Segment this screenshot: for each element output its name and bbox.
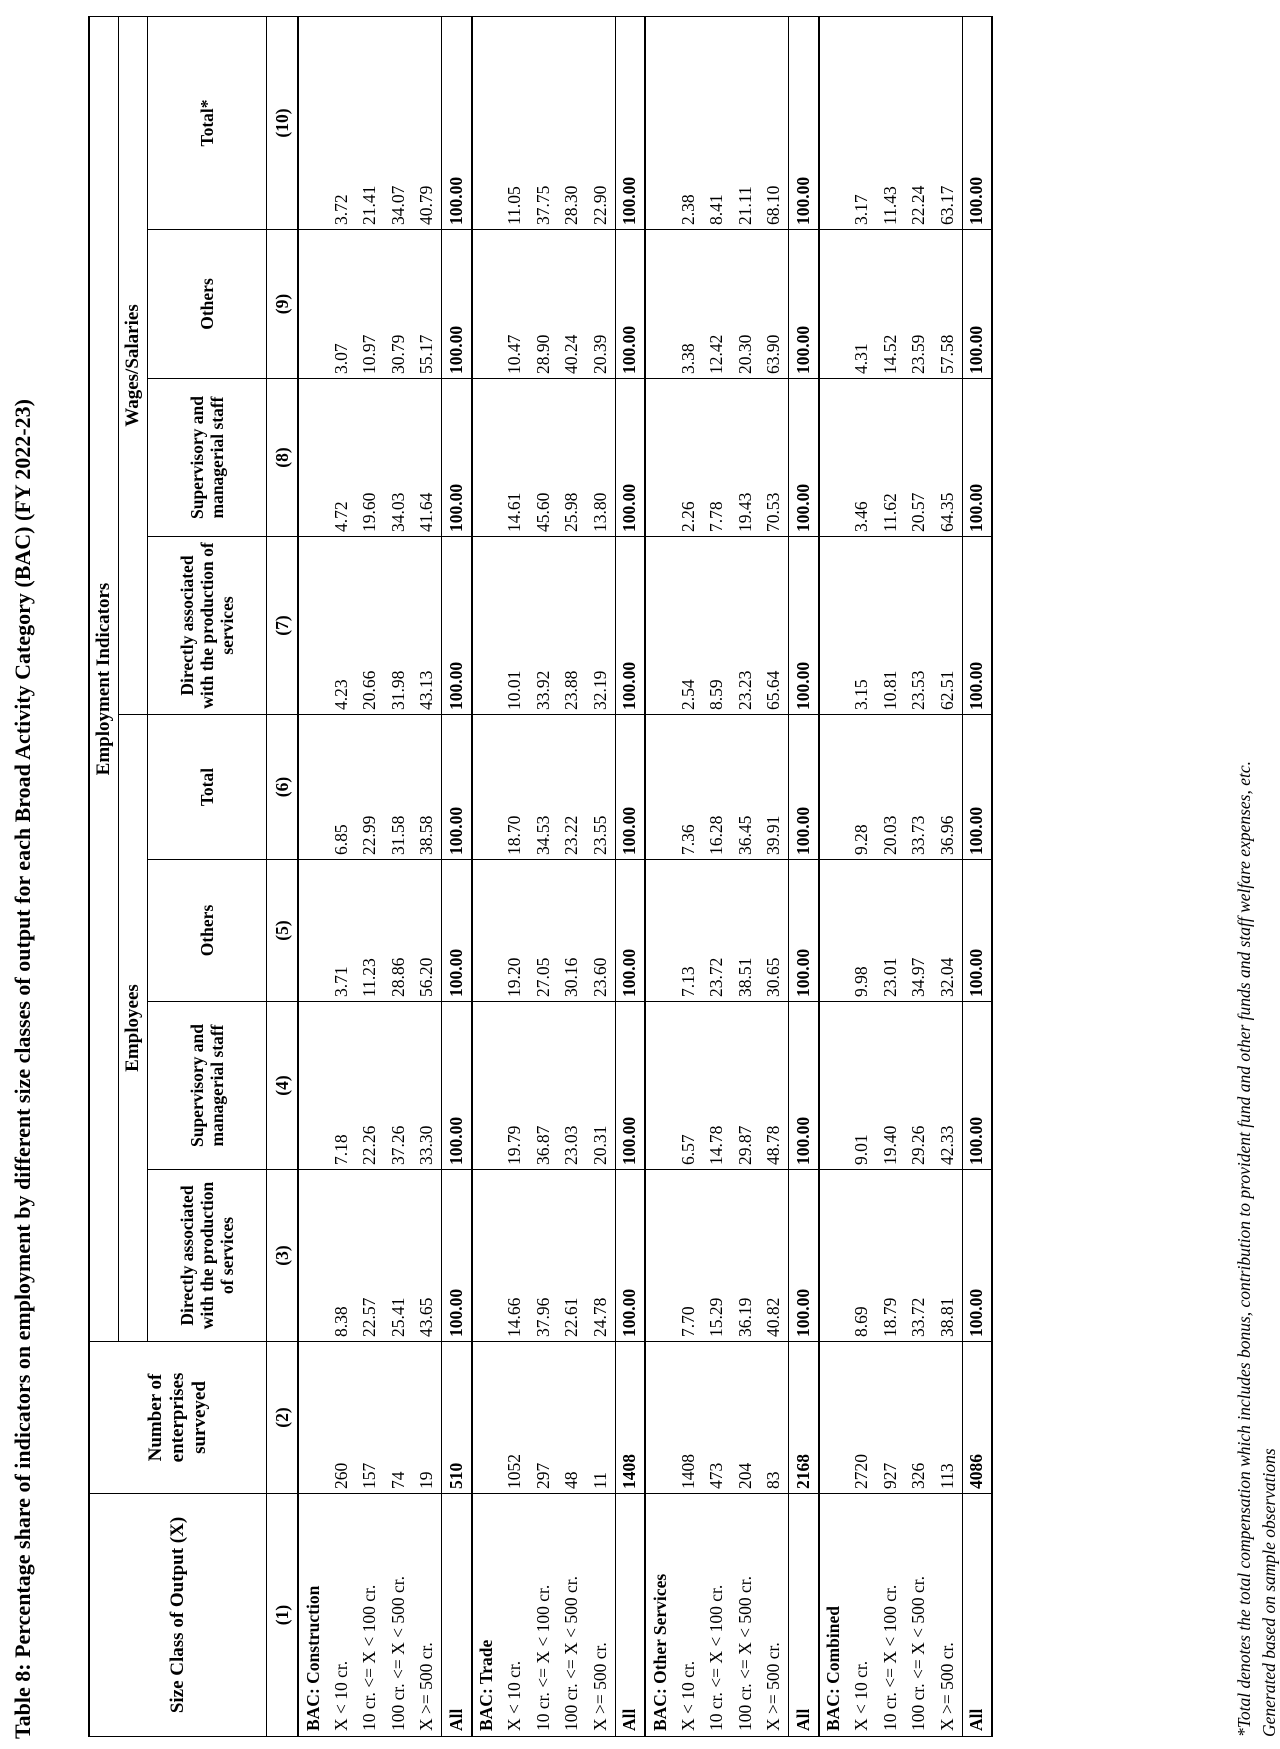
size-class-cell: X >= 500 cr. [586,1494,615,1737]
value-cell: 30.16 [558,860,587,1002]
total-cell: 100.00 [789,715,819,860]
size-class-cell: X < 10 cr. [501,1494,530,1737]
section-row [819,16,848,1736]
value-cell: 63.17 [933,16,962,229]
value-cell: 20.57 [905,379,934,537]
table-row [876,16,905,1736]
table-row [703,16,732,1736]
value-cell: 48 [558,1342,587,1494]
empty-cell [298,715,327,860]
value-cell: 14.52 [876,230,905,379]
total-cell: 100.00 [442,1002,472,1170]
table-title: Table 8: Percentage share of indicators on employment by different size classes of output for each Broad Activity Category (BAC) (FY 2022-23) [10,398,35,1739]
value-cell: 11.62 [876,379,905,537]
empty-cell [472,379,501,537]
total-row [962,16,992,1736]
value-cell: 12.42 [703,230,732,379]
total-cell: 100.00 [962,715,992,860]
value-cell: 20.03 [876,715,905,860]
table-row [905,16,934,1736]
total-label: All [962,1494,992,1737]
value-cell: 18.70 [501,715,530,860]
total-row [615,16,645,1736]
value-cell: 30.65 [760,860,789,1002]
value-cell: 29.87 [731,1002,760,1170]
column-number: (5) [267,860,299,1002]
value-cell: 297 [529,1342,558,1494]
empty-cell [819,1342,848,1494]
value-cell: 33.30 [413,1002,442,1170]
value-cell: 34.53 [529,715,558,860]
empty-cell [645,1002,674,1170]
value-cell: 23.88 [558,537,587,715]
value-cell: 37.75 [529,16,558,229]
total-cell: 100.00 [789,860,819,1002]
value-cell: 34.03 [384,379,413,537]
value-cell: 23.72 [703,860,732,1002]
value-cell: 23.22 [558,715,587,860]
total-cell: 100.00 [615,1170,645,1342]
value-cell: 42.33 [933,1002,962,1170]
value-cell: 8.38 [327,1170,356,1342]
empty-cell [472,1170,501,1342]
empty-cell [298,860,327,1002]
header-wage-directly: Directly associated with the production of services [148,537,267,715]
size-class-cell: 10 cr. <= X < 100 cr. [703,1494,732,1737]
table-body [298,16,992,1736]
value-cell: 3.38 [674,230,703,379]
empty-cell [819,230,848,379]
value-cell: 31.58 [384,715,413,860]
value-cell: 22.57 [356,1170,385,1342]
value-cell: 260 [327,1342,356,1494]
size-class-cell: X < 10 cr. [848,1494,877,1737]
size-class-cell: X >= 500 cr. [933,1494,962,1737]
table-row [558,16,587,1736]
value-cell: 8.69 [848,1170,877,1342]
column-number: (9) [267,230,299,379]
header-wage-total: Total* [148,16,267,229]
table-row [327,16,356,1736]
value-cell: 19.60 [356,379,385,537]
value-cell: 36.19 [731,1170,760,1342]
empty-cell [819,715,848,860]
value-cell: 14.61 [501,379,530,537]
total-cell: 1408 [615,1342,645,1494]
header-wage-others: Others [148,230,267,379]
value-cell: 18.79 [876,1170,905,1342]
total-cell: 100.00 [789,537,819,715]
empty-cell [645,379,674,537]
column-number: (6) [267,715,299,860]
column-number: (2) [267,1342,299,1494]
value-cell: 40.24 [558,230,587,379]
value-cell: 14.66 [501,1170,530,1342]
value-cell: 2.54 [674,537,703,715]
value-cell: 9.28 [848,715,877,860]
total-cell: 100.00 [962,230,992,379]
value-cell: 22.26 [356,1002,385,1170]
empty-cell [298,230,327,379]
column-number: (7) [267,537,299,715]
value-cell: 19.79 [501,1002,530,1170]
total-cell: 100.00 [442,537,472,715]
total-cell: 100.00 [962,379,992,537]
value-cell: 16.28 [703,715,732,860]
value-cell: 3.71 [327,860,356,1002]
section-row [645,16,674,1736]
section-label: BAC: Other Services [645,1494,674,1737]
table-row [501,16,530,1736]
total-cell: 100.00 [962,16,992,229]
value-cell: 20.39 [586,230,615,379]
total-cell: 100.00 [789,16,819,229]
empty-cell [298,1002,327,1170]
value-cell: 19.20 [501,860,530,1002]
value-cell: 7.70 [674,1170,703,1342]
section-row [472,16,501,1736]
value-cell: 1408 [674,1342,703,1494]
value-cell: 32.04 [933,860,962,1002]
value-cell: 45.60 [529,379,558,537]
column-number: (10) [267,16,299,229]
value-cell: 43.13 [413,537,442,715]
value-cell: 23.53 [905,537,934,715]
empty-cell [472,1002,501,1170]
employment-table [88,16,993,1737]
value-cell: 21.11 [731,16,760,229]
size-class-cell: 100 cr. <= X < 500 cr. [384,1494,413,1737]
value-cell: 204 [731,1342,760,1494]
table-row [933,16,962,1736]
source-note: Generated based on sample observations [1259,1448,1279,1737]
table-row [731,16,760,1736]
size-class-cell: 100 cr. <= X < 500 cr. [905,1494,934,1737]
value-cell: 3.07 [327,230,356,379]
total-label: All [615,1494,645,1737]
empty-cell [472,715,501,860]
value-cell: 41.64 [413,379,442,537]
total-cell: 100.00 [962,1170,992,1342]
total-cell: 510 [442,1342,472,1494]
value-cell: 70.53 [760,379,789,537]
value-cell: 7.18 [327,1002,356,1170]
value-cell: 40.82 [760,1170,789,1342]
value-cell: 22.24 [905,16,934,229]
value-cell: 28.90 [529,230,558,379]
empty-cell [645,230,674,379]
value-cell: 38.58 [413,715,442,860]
total-cell: 100.00 [615,16,645,229]
value-cell: 326 [905,1342,934,1494]
empty-cell [819,1002,848,1170]
value-cell: 10.81 [876,537,905,715]
value-cell: 38.81 [933,1170,962,1342]
header-emp-total: Total [148,715,267,860]
total-row [789,16,819,1736]
value-cell: 36.87 [529,1002,558,1170]
value-cell: 19.40 [876,1002,905,1170]
value-cell: 19 [413,1342,442,1494]
header-emp-supervisory: Supervisory and managerial staff [148,1002,267,1170]
value-cell: 63.90 [760,230,789,379]
value-cell: 23.01 [876,860,905,1002]
table-row [384,16,413,1736]
section-label: BAC: Combined [819,1494,848,1737]
total-cell: 100.00 [615,537,645,715]
value-cell: 8.59 [703,537,732,715]
value-cell: 9.01 [848,1002,877,1170]
column-number: (4) [267,1002,299,1170]
total-cell: 100.00 [615,715,645,860]
empty-cell [819,16,848,229]
size-class-cell: 10 cr. <= X < 100 cr. [356,1494,385,1737]
value-cell: 23.23 [731,537,760,715]
value-cell: 25.41 [384,1170,413,1342]
value-cell: 113 [933,1342,962,1494]
section-label: BAC: Construction [298,1494,327,1737]
value-cell: 24.78 [586,1170,615,1342]
value-cell: 57.58 [933,230,962,379]
value-cell: 20.30 [731,230,760,379]
size-class-cell: 100 cr. <= X < 500 cr. [558,1494,587,1737]
value-cell: 10.47 [501,230,530,379]
table-header [89,16,298,1736]
value-cell: 37.96 [529,1170,558,1342]
total-cell: 100.00 [442,715,472,860]
empty-cell [298,1342,327,1494]
value-cell: 33.73 [905,715,934,860]
total-cell: 100.00 [442,230,472,379]
value-cell: 13.80 [586,379,615,537]
value-cell: 2.38 [674,16,703,229]
header-wage-supervisory: Supervisory and managerial staff [148,379,267,537]
value-cell: 48.78 [760,1002,789,1170]
empty-cell [298,379,327,537]
value-cell: 43.65 [413,1170,442,1342]
value-cell: 28.30 [558,16,587,229]
value-cell: 927 [876,1342,905,1494]
value-cell: 39.91 [760,715,789,860]
value-cell: 64.35 [933,379,962,537]
value-cell: 4.31 [848,230,877,379]
value-cell: 37.26 [384,1002,413,1170]
total-cell: 100.00 [615,230,645,379]
empty-cell [472,230,501,379]
total-cell: 100.00 [789,230,819,379]
value-cell: 3.17 [848,16,877,229]
total-cell: 100.00 [962,537,992,715]
value-cell: 7.78 [703,379,732,537]
value-cell: 9.98 [848,860,877,1002]
total-label: All [442,1494,472,1737]
value-cell: 2720 [848,1342,877,1494]
value-cell: 11 [586,1342,615,1494]
value-cell: 22.61 [558,1170,587,1342]
value-cell: 473 [703,1342,732,1494]
value-cell: 11.23 [356,860,385,1002]
value-cell: 23.60 [586,860,615,1002]
value-cell: 22.99 [356,715,385,860]
total-cell: 100.00 [789,1002,819,1170]
empty-cell [819,860,848,1002]
value-cell: 33.72 [905,1170,934,1342]
section-label: BAC: Trade [472,1494,501,1737]
value-cell: 1052 [501,1342,530,1494]
value-cell: 38.51 [731,860,760,1002]
total-cell: 100.00 [615,860,645,1002]
column-number: (8) [267,379,299,537]
empty-cell [645,715,674,860]
value-cell: 22.90 [586,16,615,229]
value-cell: 36.96 [933,715,962,860]
value-cell: 11.43 [876,16,905,229]
total-cell: 100.00 [789,1170,819,1342]
value-cell: 34.07 [384,16,413,229]
size-class-cell: 10 cr. <= X < 100 cr. [876,1494,905,1737]
value-cell: 74 [384,1342,413,1494]
total-cell: 100.00 [442,16,472,229]
value-cell: 28.86 [384,860,413,1002]
size-class-cell: X < 10 cr. [327,1494,356,1737]
value-cell: 21.41 [356,16,385,229]
empty-cell [298,1170,327,1342]
size-class-cell: X >= 500 cr. [413,1494,442,1737]
value-cell: 68.10 [760,16,789,229]
size-class-cell: X >= 500 cr. [760,1494,789,1737]
value-cell: 7.36 [674,715,703,860]
column-number: (1) [267,1494,299,1737]
empty-cell [472,537,501,715]
value-cell: 6.85 [327,715,356,860]
value-cell: 40.79 [413,16,442,229]
empty-cell [819,379,848,537]
value-cell: 31.98 [384,537,413,715]
value-cell: 4.23 [327,537,356,715]
section-row [298,16,327,1736]
empty-cell [298,16,327,229]
value-cell: 15.29 [703,1170,732,1342]
header-size-class: Size Class of Output (X) [89,1494,267,1737]
total-cell: 100.00 [789,379,819,537]
table-row [529,16,558,1736]
table-row [760,16,789,1736]
value-cell: 20.31 [586,1002,615,1170]
empty-cell [472,860,501,1002]
empty-cell [298,537,327,715]
value-cell: 23.03 [558,1002,587,1170]
value-cell: 25.98 [558,379,587,537]
empty-cell [819,537,848,715]
total-cell: 100.00 [615,379,645,537]
value-cell: 36.45 [731,715,760,860]
empty-cell [819,1170,848,1342]
total-cell: 2168 [789,1342,819,1494]
value-cell: 32.19 [586,537,615,715]
value-cell: 14.78 [703,1002,732,1170]
header-num-enterprises: Number of enterprises surveyed [89,1342,267,1494]
size-class-cell: 100 cr. <= X < 500 cr. [731,1494,760,1737]
column-number: (3) [267,1170,299,1342]
value-cell: 83 [760,1342,789,1494]
value-cell: 19.43 [731,379,760,537]
value-cell: 11.05 [501,16,530,229]
empty-cell [472,16,501,229]
header-employees: Employees [119,715,148,1342]
empty-cell [645,1342,674,1494]
total-cell: 100.00 [962,860,992,1002]
header-emp-directly: Directly associated with the production of services [148,1170,267,1342]
value-cell: 29.26 [905,1002,934,1170]
value-cell: 157 [356,1342,385,1494]
table-row [413,16,442,1736]
total-cell: 100.00 [442,379,472,537]
value-cell: 3.46 [848,379,877,537]
value-cell: 23.59 [905,230,934,379]
empty-cell [472,1342,501,1494]
value-cell: 7.13 [674,860,703,1002]
value-cell: 2.26 [674,379,703,537]
table-row [586,16,615,1736]
value-cell: 6.57 [674,1002,703,1170]
value-cell: 33.92 [529,537,558,715]
header-wages: Wages/Salaries [119,16,148,714]
value-cell: 55.17 [413,230,442,379]
total-label: All [789,1494,819,1737]
value-cell: 30.79 [384,230,413,379]
value-cell: 20.66 [356,537,385,715]
value-cell: 23.55 [586,715,615,860]
empty-cell [645,537,674,715]
value-cell: 3.72 [327,16,356,229]
table-row [848,16,877,1736]
value-cell: 27.05 [529,860,558,1002]
value-cell: 10.01 [501,537,530,715]
total-cell: 100.00 [442,1170,472,1342]
size-class-cell: X < 10 cr. [674,1494,703,1737]
value-cell: 65.64 [760,537,789,715]
empty-cell [645,1170,674,1342]
empty-cell [645,16,674,229]
total-row [442,16,472,1736]
value-cell: 56.20 [413,860,442,1002]
total-cell: 4086 [962,1342,992,1494]
total-cell: 100.00 [615,1002,645,1170]
empty-cell [645,860,674,1002]
header-employment-indicators: Employment Indicators [89,16,119,1341]
value-cell: 4.72 [327,379,356,537]
value-cell: 8.41 [703,16,732,229]
table-row [674,16,703,1736]
total-cell: 100.00 [442,860,472,1002]
header-emp-others: Others [148,860,267,1002]
table-row [356,16,385,1736]
value-cell: 62.51 [933,537,962,715]
size-class-cell: 10 cr. <= X < 100 cr. [529,1494,558,1737]
value-cell: 10.97 [356,230,385,379]
value-cell: 34.97 [905,860,934,1002]
total-cell: 100.00 [962,1002,992,1170]
footnote: *Total denotes the total compensation which includes bonus, contribution to provident fund and other funds and staff welfare expenses, etc. [1234,760,1254,1737]
value-cell: 3.15 [848,537,877,715]
